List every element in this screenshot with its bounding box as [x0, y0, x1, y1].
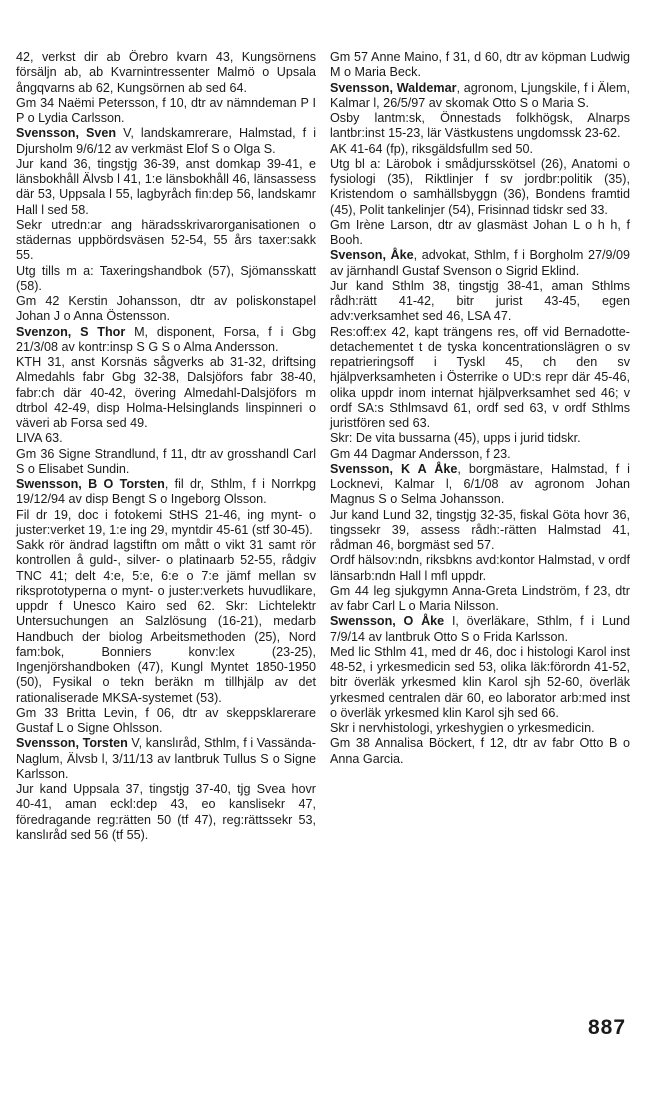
- entry-paragraph: Gm 38 Annalisa Böckert, f 12, dtr av fabr Otto B o Anna Garcia.: [330, 736, 630, 766]
- entry-paragraph: Gm 44 Dagmar Andersson, f 23.: [330, 446, 511, 461]
- entry-paragraph: Sekr utredn:ar ang häradsskrivarorganisationen o städernas uppbördsväsen 52-54, 55 års taxer:sakk 55.: [16, 217, 316, 263]
- biography-entry: Svensson, Waldemar, agronom, Ljungskile, f i Älem, Kalmar l, 26/5/97 av skomak Otto S o Maria S.: [330, 80, 630, 110]
- entry-paragraph: Fil dr 19, doc i fotokemi StHS 21-46, ing mynt- o juster:verket 19, 1:e ing 29, myntdir 45-61 (stf 30-45).: [16, 507, 316, 537]
- entry-paragraph: KTH 31, anst Korsnäs sågverks ab 31-32, driftsing Almedahls fabr Gbg 32-38, Dalsjöfors fabr 38-40, fabr:ch där 40-42, övering Almedahl-Dalsjöfors m dtrbol 42-49, disp Holma-Helsinglands linspinneri o väveri ab Forsa sed 49.: [16, 355, 316, 430]
- entry-paragraph: Osby lantm:sk, Önnestads folkhögsk, Alnarps lantbr:inst 15-23, lär Västkustens ungdomssk 23-62.: [330, 111, 630, 141]
- entry-paragraph: Res:off:ex 42, kapt trängens res, off vid Bernadotte-detachementet t de tyska koncentrationslägren o sv repatrieringsoff i Tyskl 45, ch den sv hjälpverksamheten i Österrike o UD:s repr där 45-46, olika uppdr inom internat hjälpverksamhet sed 46; v ordf SA:s Sthlmsavd 61, ordf sed 63, v ordf Sthlms juristfören sed 63.: [330, 324, 630, 430]
- entry-paragraph: Utg bl a: Lärobok i smådjursskötsel (26), Anatomi o fysiologi (35), Riktlinjer f sv jordbr:politik (35), Kristendom o samhällsbyggn (36), Bondens framtid (45), Polit tankelinjer (54), Frisinnad tidskr sed 33.: [330, 156, 630, 217]
- left-column: [16, 50, 316, 843]
- entry-paragraph: Gm 42 Kerstin Johansson, dtr av poliskonstapel Johan J o Anna Östensson.: [16, 294, 316, 324]
- entry-paragraph: Jur kand Uppsala 37, tingstjg 37-40, tjg Svea hovr 40-41, aman eckl:dep 43, eo kanslisekr 47, föredragande reg:rätten 50 (tf 47), reg:rättssekr 53, kanslıråd sed 56 (tf 55).: [16, 782, 316, 842]
- entry-paragraph: Ordf hälsov:ndn, riksbkns avd:kontor Halmstad, v ordf länsarb:ndn Hall l mfl uppdr.: [330, 553, 630, 583]
- entry-paragraph: Gm 57 Anne Maino, f 31, d 60, dtr av köpman Ludwig M o Maria Beck.: [330, 50, 630, 80]
- entry-paragraph: Med lic Sthlm 41, med dr 46, doc i histologi Karol inst 48-52, i yrkesmedicin sed 53, olika läk:förordn 41-52, bitr överläk yrkesmed klin Karol sjh 52-60, överläk yrkesmed centralen där 60, eo laborator arb:med inst o överläk yrkesmed klin Karol sjh sed 66.: [330, 644, 630, 720]
- entry-name: Swensson, O Åke: [330, 614, 445, 629]
- entry-name: Svensson, Torsten: [16, 736, 128, 751]
- entry-paragraph: Skr i nervhistologi, yrkeshygien o yrkesmedicin.: [330, 721, 595, 735]
- entry-paragraph: Gm 33 Britta Levin, f 06, dtr av skeppsklarerare Gustaf L o Signe Ohlsson.: [16, 705, 316, 735]
- entry-paragraph: 42, verkst dir ab Örebro kvarn 43, Kungsörnens försäljn ab, ab Kvarnintressenter Malmö o Upsala ångqvarns ab 62, Kungsörnen ab sed 64.: [16, 50, 316, 95]
- biography-entry: Swensson, B O Torsten, fil dr, Sthlm, f i Norrkpg 19/12/94 av disp Bengt S o Ingeborg Olsson.: [16, 477, 316, 507]
- biography-entry: Svenson, Åke, advokat, Sthlm, f i Borgholm 27/9/09 av järnhandl Gustaf Svenson o Sigrid Eklind.: [330, 248, 630, 278]
- entry-name: Svensson, Waldemar: [330, 80, 457, 95]
- entry-name: Swensson, B O Torsten: [16, 477, 165, 491]
- entry-paragraph: Sakk rör ändrad lagstiftn om mått o vikt 31 samt rör kontrollen å guld-, silver- o platinaarb 52-55, rådgiv TNC 41; delt 4:e, 5:e, 6:e o 7:e jämf mellan sv riksprototyperna o mynt- o juster:verkets huvudlikare, uppdr f Unesco Kairo sed 62. Skr: Lichtelektr Untersuchungen an Salzlösung (16-21), medarb Handbuch der biolog Arbeitsmethoden (25), Nord fam:bok, Bonniers konv:lex (23-25), Ingenjörshandboken (47), Kungl Myntet 1850-1950 (50), Fysikal o tekn beräkn m tillhjälp av det rationaliserade MKSA-systemet (53).: [16, 538, 316, 705]
- entry-paragraph: Gm 36 Signe Strandlund, f 11, dtr av grosshandl Carl S o Elisabet Sundin.: [16, 446, 316, 476]
- entry-paragraph: Gm 44 leg sjukgymn Anna-Greta Lindström, f 23, dtr av fabr Carl L o Maria Nilsson.: [330, 583, 630, 613]
- biography-entry: Svensson, Torsten V, kanslıråd, Sthlm, f i Vassända-Naglum, Älvsb l, 3/11/13 av lantbruk Tullus S o Signe Karlsson.: [16, 736, 316, 781]
- entry-paragraph: Jur kand 36, tingstjg 36-39, anst domkap 39-41, e länsbokhåll Älvsb l 41, 1:e länsbokhåll 46, länsassess där 53, Uppsala l 55, lagbyråch fin:dep 56, landskamr Hall l sed 58.: [16, 156, 316, 217]
- right-column: [330, 50, 630, 767]
- page-number: 887: [588, 1016, 627, 1039]
- entry-paragraph: Gm 34 Naëmi Petersson, f 10, dtr av nämndeman P I P o Lydia Carlsson.: [16, 95, 316, 125]
- entry-name: Svensson, K A Åke: [330, 461, 458, 476]
- entry-paragraph: Skr: De vita bussarna (45), upps i jurid tidskr.: [330, 431, 581, 446]
- biography-entry: Svensson, K A Åke, borgmästare, Halmstad, f i Locknevi, Kalmar l, 6/1/08 av agronom Johan Magnus S o Selma Johansson.: [330, 461, 630, 507]
- entry-paragraph: Utg tills m a: Taxeringshandbok (57), Sjömansskatt (58).: [16, 263, 316, 293]
- biography-entry: Svensson, Sven V, landskamrerare, Halmstad, f i Djursholm 9/6/12 av verkmäst Elof S o Olga S.: [16, 126, 316, 156]
- entry-paragraph: Jur kand Sthlm 38, tingstjg 38-41, aman Sthlms rådh:rätt 41-42, bitr jurist 43-45, egen adv:verksamhet sed 46, LSA 47.: [330, 278, 630, 324]
- entry-paragraph: AK 41-64 (fp), riksgäldsfullm sed 50.: [330, 141, 533, 156]
- entry-name: Svenzon, S Thor: [16, 324, 126, 339]
- entry-name: Svenson, Åke: [330, 248, 414, 263]
- entry-paragraph: LIVA 63.: [16, 431, 63, 446]
- entry-name: Svensson, Sven: [16, 126, 117, 141]
- entry-paragraph: Jur kand Lund 32, tingstjg 32-35, fiskal Göta hovr 36, tingssekr 39, assess rådh:-rätten Halmstad 41, rådman 46, borgmäst sed 57.: [330, 507, 630, 552]
- biography-entry: Svenzon, S Thor M, disponent, Forsa, f i Gbg 21/3/08 av kontr:insp S G S o Alma Andersson.: [16, 324, 316, 354]
- entry-paragraph: Gm Irène Larson, dtr av glasmäst Johan L o h h, f Booh.: [330, 217, 630, 247]
- biography-entry: Swensson, O Åke I, överläkare, Sthlm, f i Lund 7/9/14 av lantbruk Otto S o Frida Karlsson.: [330, 614, 630, 644]
